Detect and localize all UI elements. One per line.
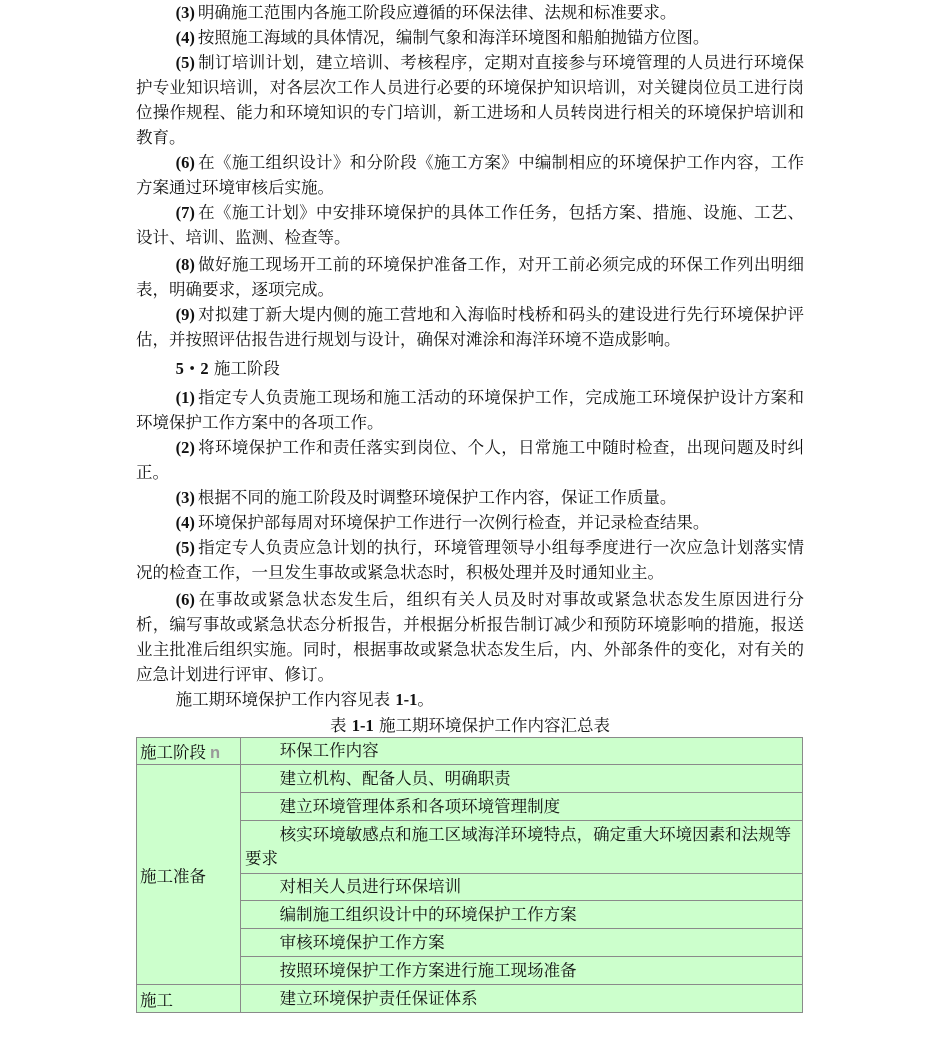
document-page (136, 0, 804, 1013)
content-cell: 编制施工组织设计中的环境保护工作方案 (241, 901, 803, 929)
paragraph-a6: (6) 在《施工组织设计》和分阶段《施工方案》中编制相应的环境保护工作内容，工作方案通过环境审核后实施。 (136, 153, 804, 197)
content-cell: 按照环境保护工作方案进行施工现场准备 (241, 957, 803, 985)
content-cell: 建立环境保护责任保证体系 (241, 985, 803, 1013)
paragraph-a9: (9) 对拟建丁新大堤内侧的施工营地和入海临时栈桥和码头的建设进行先行环境保护评估，并按照评估报告进行规划与设计，确保对滩涂和海洋环境不造成影响。 (136, 305, 804, 349)
header-content-cell: 环保工作内容 (241, 738, 803, 765)
content-cell: 建立环境管理体系和各项环境管理制度 (241, 793, 803, 821)
summary-table (136, 737, 803, 1013)
table-header-row (137, 738, 803, 765)
paragraph-b5: (5) 指定专人负责应急计划的执行，环境管理领导小组每季度进行一次应急计划落实情况的检查工作，一旦发生事故或紧急状态时，积极处理并及时通知业主。 (136, 538, 804, 582)
preparation-paragraphs (136, 0, 804, 352)
paragraph-a4: (4) 按照施工海域的具体情况，编制气象和海洋环境图和船舶抛锚方位图。 (175, 28, 710, 47)
content-cell: 建立机构、配备人员、明确职责 (241, 765, 803, 793)
section-heading: 5・2 施工阶段 (175, 359, 280, 378)
paragraph-b1: (1) 指定专人负责施工现场和施工活动的环境保护工作，完成施工环境保护设计方案和环境保护工作方案中的各项工作。 (136, 388, 804, 432)
paragraph-a5: (5) 制订培训计划，建立培训、考核程序，定期对直接参与环境管理的人员进行环境保护专业知识培训，对各层次工作人员进行必要的环境保护知识培训，对关键岗位员工进行岗位操作规程、能力和环境知识的专门培训，新工进场和人员转岗进行相关的环境保护培训和教育。 (136, 53, 804, 147)
content-cell: 核实环境敏感点和施工区域海洋环境特点，确定重大环境因素和法规等要求 (241, 821, 803, 874)
stage-cell-preparation: 施工准备 (137, 765, 241, 985)
table-row (137, 765, 803, 793)
paragraph-a3: (3) 明确施工范围内各施工阶段应遵循的环保法律、法规和标准要求。 (175, 3, 677, 22)
paragraph-a8: (8) 做好施工现场开工前的环境保护准备工作，对开工前必须完成的环保工作列出明细表，明确要求，逐项完成。 (136, 255, 804, 299)
paragraph-b2: (2) 将环境保护工作和责任落实到岗位、个人，日常施工中随时检查，出现问题及时纠正。 (136, 438, 804, 482)
header-stage-cell: 施工阶段 n (137, 738, 241, 765)
content-cell: 审核环境保护工作方案 (241, 929, 803, 957)
table-caption: 表 1-1 施工期环境保护工作内容汇总表 (330, 716, 610, 735)
stage-cell-construction: 施工 (137, 985, 241, 1013)
paragraph-b6: (6) 在事故或紧急状态发生后，组织有关人员及时对事故或紧急状态发生原因进行分析，编写事故或紧急状态分析报告，并根据分析报告制订减少和预防环境影响的措施，报送业主批准后组织实施。同时，根据事故或紧急状态发生后，内、外部条件的变化，对有关的应急计划进行评审、修订。 (136, 590, 804, 684)
paragraph-a7: (7) 在《施工计划》中安排环境保护的具体工作任务，包括方案、措施、设施、工艺、设计、培训、监测、检查等。 (136, 203, 804, 247)
paragraph-b4: (4) 环境保护部每周对环境保护工作进行一次例行检查，并记录检查结果。 (175, 513, 710, 532)
table-reference: 施工期环境保护工作内容见表 1-1。 (175, 690, 434, 709)
table-row (137, 985, 803, 1013)
construction-paragraphs (136, 385, 804, 687)
content-cell: 对相关人员进行环保培训 (241, 874, 803, 901)
paragraph-b3: (3) 根据不同的施工阶段及时调整环境保护工作内容，保证工作质量。 (175, 488, 677, 507)
